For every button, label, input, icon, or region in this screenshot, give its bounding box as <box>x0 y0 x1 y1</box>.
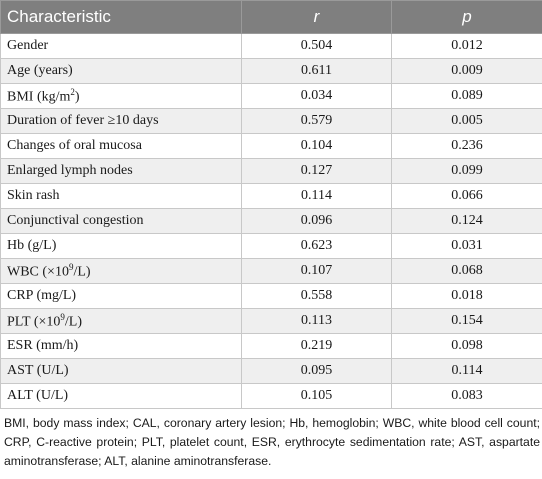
row-label: Duration of fever ≥10 days <box>7 113 159 128</box>
table-row <box>1 334 542 359</box>
row-characteristic <box>1 359 242 384</box>
row-p-value: 0.089 <box>392 84 542 109</box>
row-label: AST (U/L) <box>7 363 69 378</box>
row-p-value: 0.018 <box>392 284 542 309</box>
row-label: Changes of oral mucosa <box>7 138 142 153</box>
table-row <box>1 134 542 159</box>
row-characteristic <box>1 259 242 284</box>
row-r-value: 0.611 <box>242 59 392 84</box>
row-r-value: 0.219 <box>242 334 392 359</box>
row-characteristic <box>1 184 242 209</box>
row-p-value: 0.124 <box>392 209 542 234</box>
row-p-value: 0.098 <box>392 334 542 359</box>
table-header <box>1 1 542 34</box>
row-r-value: 0.034 <box>242 84 392 109</box>
row-label-suffix: /L) <box>73 264 91 280</box>
header-p: p <box>392 1 542 34</box>
row-p-value: 0.236 <box>392 134 542 159</box>
row-r-value: 0.558 <box>242 284 392 309</box>
row-characteristic <box>1 234 242 259</box>
row-label: ESR (mm/h) <box>7 338 79 353</box>
row-r-value: 0.104 <box>242 134 392 159</box>
row-characteristic <box>1 59 242 84</box>
row-r-value: 0.504 <box>242 34 392 59</box>
row-characteristic <box>1 284 242 309</box>
header-characteristic: Characteristic <box>1 1 242 34</box>
row-r-value: 0.127 <box>242 159 392 184</box>
row-p-value: 0.068 <box>392 259 542 284</box>
row-characteristic <box>1 309 242 334</box>
table-row <box>1 84 542 109</box>
row-characteristic <box>1 209 242 234</box>
row-label: Age (years) <box>7 63 73 78</box>
row-characteristic <box>1 334 242 359</box>
row-label: Skin rash <box>7 188 60 203</box>
row-characteristic <box>1 159 242 184</box>
row-r-value: 0.105 <box>242 384 392 409</box>
table-row <box>1 184 542 209</box>
row-r-value: 0.096 <box>242 209 392 234</box>
row-p-value: 0.066 <box>392 184 542 209</box>
row-p-value: 0.114 <box>392 359 542 384</box>
row-p-value: 0.005 <box>392 109 542 134</box>
row-characteristic <box>1 134 242 159</box>
row-characteristic <box>1 109 242 134</box>
table-row <box>1 34 542 59</box>
row-label: Enlarged lymph nodes <box>7 163 133 178</box>
row-label: WBC (×10 <box>7 264 69 280</box>
table-body <box>1 34 542 409</box>
row-label-superscript: 9 <box>60 311 65 322</box>
table-row <box>1 109 542 134</box>
header-row <box>1 1 542 34</box>
row-p-value: 0.012 <box>392 34 542 59</box>
row-label-suffix: /L) <box>64 314 83 330</box>
row-r-value: 0.623 <box>242 234 392 259</box>
row-r-value: 0.095 <box>242 359 392 384</box>
table-row <box>1 159 542 184</box>
table-row <box>1 284 542 309</box>
row-label: PLT (×10 <box>7 314 61 330</box>
table-row <box>1 259 542 284</box>
row-p-value: 0.009 <box>392 59 542 84</box>
row-r-value: 0.107 <box>242 259 392 284</box>
header-r: r <box>242 1 392 34</box>
row-p-value: 0.031 <box>392 234 542 259</box>
row-p-value: 0.099 <box>392 159 542 184</box>
row-label: Conjunctival congestion <box>7 213 144 228</box>
row-characteristic <box>1 34 242 59</box>
table-row <box>1 384 542 409</box>
row-label-superscript: 2 <box>70 86 75 97</box>
table-row <box>1 309 542 334</box>
row-characteristic <box>1 384 242 409</box>
row-label-suffix: ) <box>74 89 80 105</box>
table-row <box>1 59 542 84</box>
row-label: ALT (U/L) <box>7 388 69 403</box>
row-p-value: 0.154 <box>392 309 542 334</box>
row-r-value: 0.579 <box>242 109 392 134</box>
row-label: Gender <box>7 38 49 53</box>
table-row <box>1 359 542 384</box>
row-label-superscript: 9 <box>68 261 74 272</box>
row-label: Hb (g/L) <box>7 238 57 253</box>
row-r-value: 0.113 <box>242 309 392 334</box>
table-footnote: BMI, body mass index; CAL, coronary artery lesion; Hb, hemoglobin; WBC, white blood cell count; CRP, C-reactive protein; PLT, platelet count, ESR, erythrocyte sedimentation rate; AST, aspartate aminotransferase; ALT, alanine aminotransferase. <box>4 416 540 468</box>
row-label: BMI (kg/m <box>7 89 71 105</box>
table-row <box>1 234 542 259</box>
row-r-value: 0.114 <box>242 184 392 209</box>
table-row <box>1 209 542 234</box>
row-p-value: 0.083 <box>392 384 542 409</box>
row-label: CRP (mg/L) <box>7 288 77 303</box>
row-characteristic <box>1 84 242 109</box>
